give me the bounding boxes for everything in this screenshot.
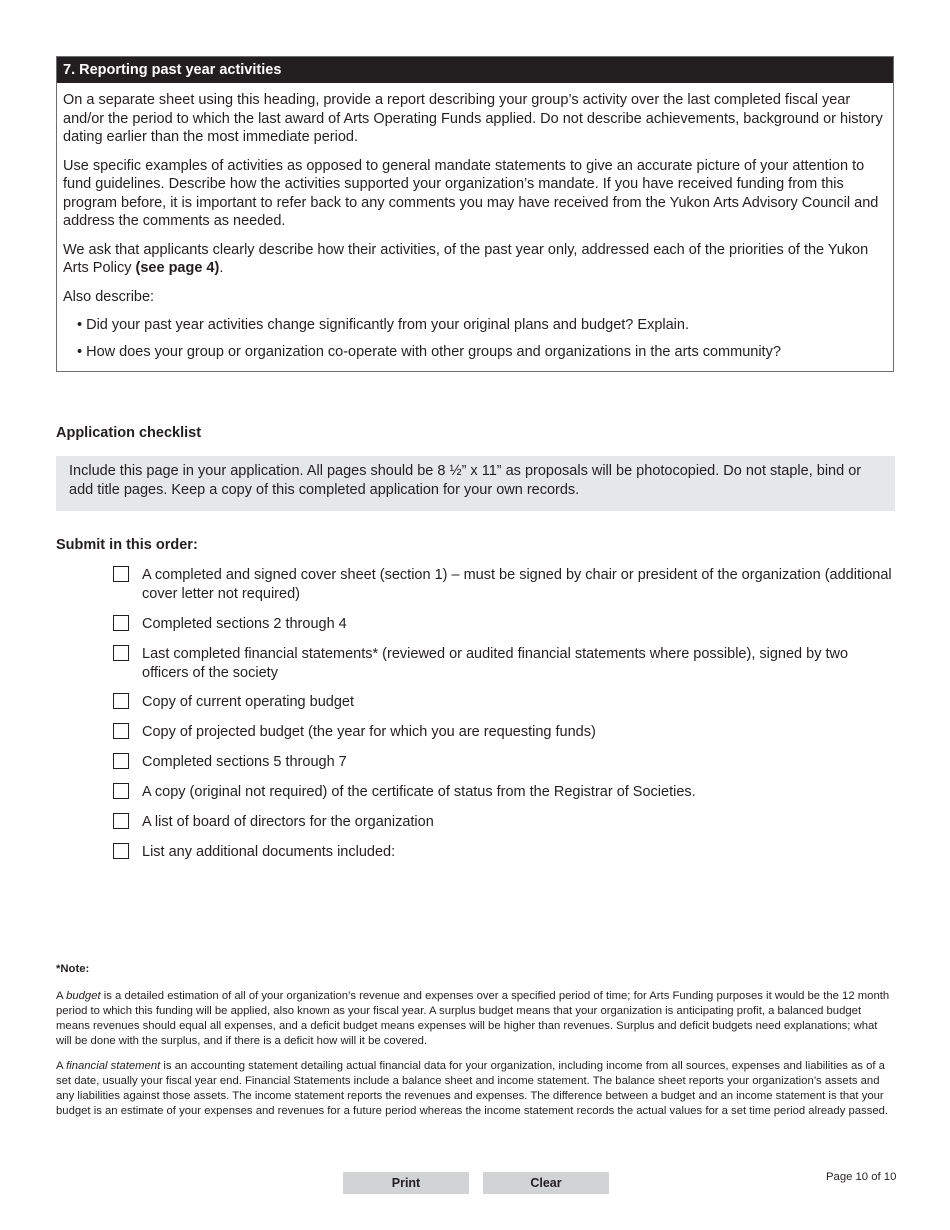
bullet-item: • Did your past year activities change significantly from your original plans and budget? Explain. xyxy=(77,317,689,333)
checkbox[interactable] xyxy=(113,693,129,709)
checklist-item-label: A copy (original not required) of the certificate of status from the Registrar of Societies. xyxy=(142,784,696,800)
checklist-item xyxy=(113,813,893,832)
checkbox[interactable] xyxy=(113,566,129,582)
checklist-item-label: A completed and signed cover sheet (section 1) – must be signed by chair or president of the organization (additional cover letter not required) xyxy=(142,567,892,602)
checklist-item-label: Last completed financial statements* (reviewed or audited financial statements where possible), signed by two officers of the society xyxy=(142,646,849,681)
checkbox[interactable] xyxy=(113,723,129,739)
also-describe: Also describe: xyxy=(63,288,155,305)
clear-button[interactable]: Clear xyxy=(483,1172,609,1194)
note-text: is an accounting statement detailing actual financial data for your organization, including income from all sources, expenses and liabilities as of a set date, usually your fiscal year end. Financial Statements include a balance sheet and income statement. The balance sheet reports your organization’s assets and any liabilities against those assets. The income statement reports the revenues and expenses. The difference between a budget and an income statement is that your budget is an estimate of your expenses and revenues for a future period whereas the income statement records the actual values for a set time period already passed. xyxy=(56,1060,889,1117)
print-button[interactable]: Print xyxy=(343,1172,469,1194)
para-3-text: We ask that applicants clearly describe how their activities, of the past year only, addressed each of the priorities of the Yukon Arts Policy xyxy=(63,241,869,276)
checklist-item-label: List any additional documents included: xyxy=(142,844,396,860)
checklist-item xyxy=(113,693,893,712)
checklist-info: Include this page in your application. All pages should be 8 ½” x 11” as proposals will be photocopied. Do not staple, bind or add title pages. Keep a copy of this completed application for your own records. xyxy=(56,456,895,511)
page-reference: (see page 4) xyxy=(135,260,220,276)
checklist-item xyxy=(113,645,893,682)
checkbox[interactable] xyxy=(113,753,129,769)
checkbox[interactable] xyxy=(113,843,129,859)
note-text: is a detailed estimation of all of your organization’s revenue and expenses over a specified period of time; for Arts Funding purposes it would be the 12 month period to which this funding will be applied, also known as your fiscal year. A surplus budget means that your organization is anticipating profit, a balanced budget means revenues should equal all expenses, and a deficit budget means expenses will be higher than revenues. Surplus and deficit budgets need explanations; what will be done with the surplus, and if there is a deficit how will it be covered. xyxy=(56,990,890,1047)
page-number: Page 10 of 10 xyxy=(826,1171,897,1183)
checklist-item xyxy=(113,843,893,862)
checklist-item xyxy=(113,566,893,603)
section-7-box xyxy=(56,56,894,372)
section-7-para-2: Use specific examples of activities as opposed to general mandate statements to give an accurate picture of your attention to fund guidelines. Describe how the activities supported your organization’s mandate. If you have received funding from this program before, it is important to refer back to any comments you may have received from the Yukon Arts Advisory Council and address the comments as needed. xyxy=(63,157,879,229)
note-term: budget xyxy=(66,990,101,1002)
checklist-item-label: A list of board of directors for the organization xyxy=(142,814,434,830)
checklist-item xyxy=(113,723,893,742)
checklist-item-label: Copy of projected budget (the year for which you are requesting funds) xyxy=(142,724,596,740)
checkbox[interactable] xyxy=(113,783,129,799)
checklist-heading: Application checklist xyxy=(56,425,202,441)
note-text: A xyxy=(56,1060,67,1072)
financial-statement-note xyxy=(56,1059,896,1119)
note-title: *Note: xyxy=(56,963,90,975)
budget-note xyxy=(56,989,896,1049)
checkbox[interactable] xyxy=(113,645,129,661)
checklist-item xyxy=(113,753,893,772)
note-text: A xyxy=(56,990,67,1002)
checklist-item xyxy=(113,615,893,634)
checkbox[interactable] xyxy=(113,813,129,829)
checklist-item xyxy=(113,783,893,802)
checkbox[interactable] xyxy=(113,615,129,631)
notes xyxy=(56,962,896,1129)
section-7-title: 7. Reporting past year activities xyxy=(57,57,893,83)
checklist-item-label: Completed sections 5 through 7 xyxy=(142,754,347,770)
checklist-item-label: Completed sections 2 through 4 xyxy=(142,616,347,632)
section-7-para-1: On a separate sheet using this heading, provide a report describing your group’s activity over the last completed fiscal year and/or the period to which the last award of Arts Operating Funds applied. Do not describe achievements, background or history dating earlier than the most immediate period. xyxy=(63,92,883,145)
checklist-item-label: Copy of current operating budget xyxy=(142,694,354,710)
note-term: financial statement xyxy=(66,1060,161,1072)
submit-order-heading: Submit in this order: xyxy=(56,537,198,553)
bullet-item: • How does your group or organization co-operate with other groups and organizations in the arts community? xyxy=(77,343,781,360)
para-3-end: . xyxy=(219,260,224,276)
section-7-para-3 xyxy=(63,241,887,278)
